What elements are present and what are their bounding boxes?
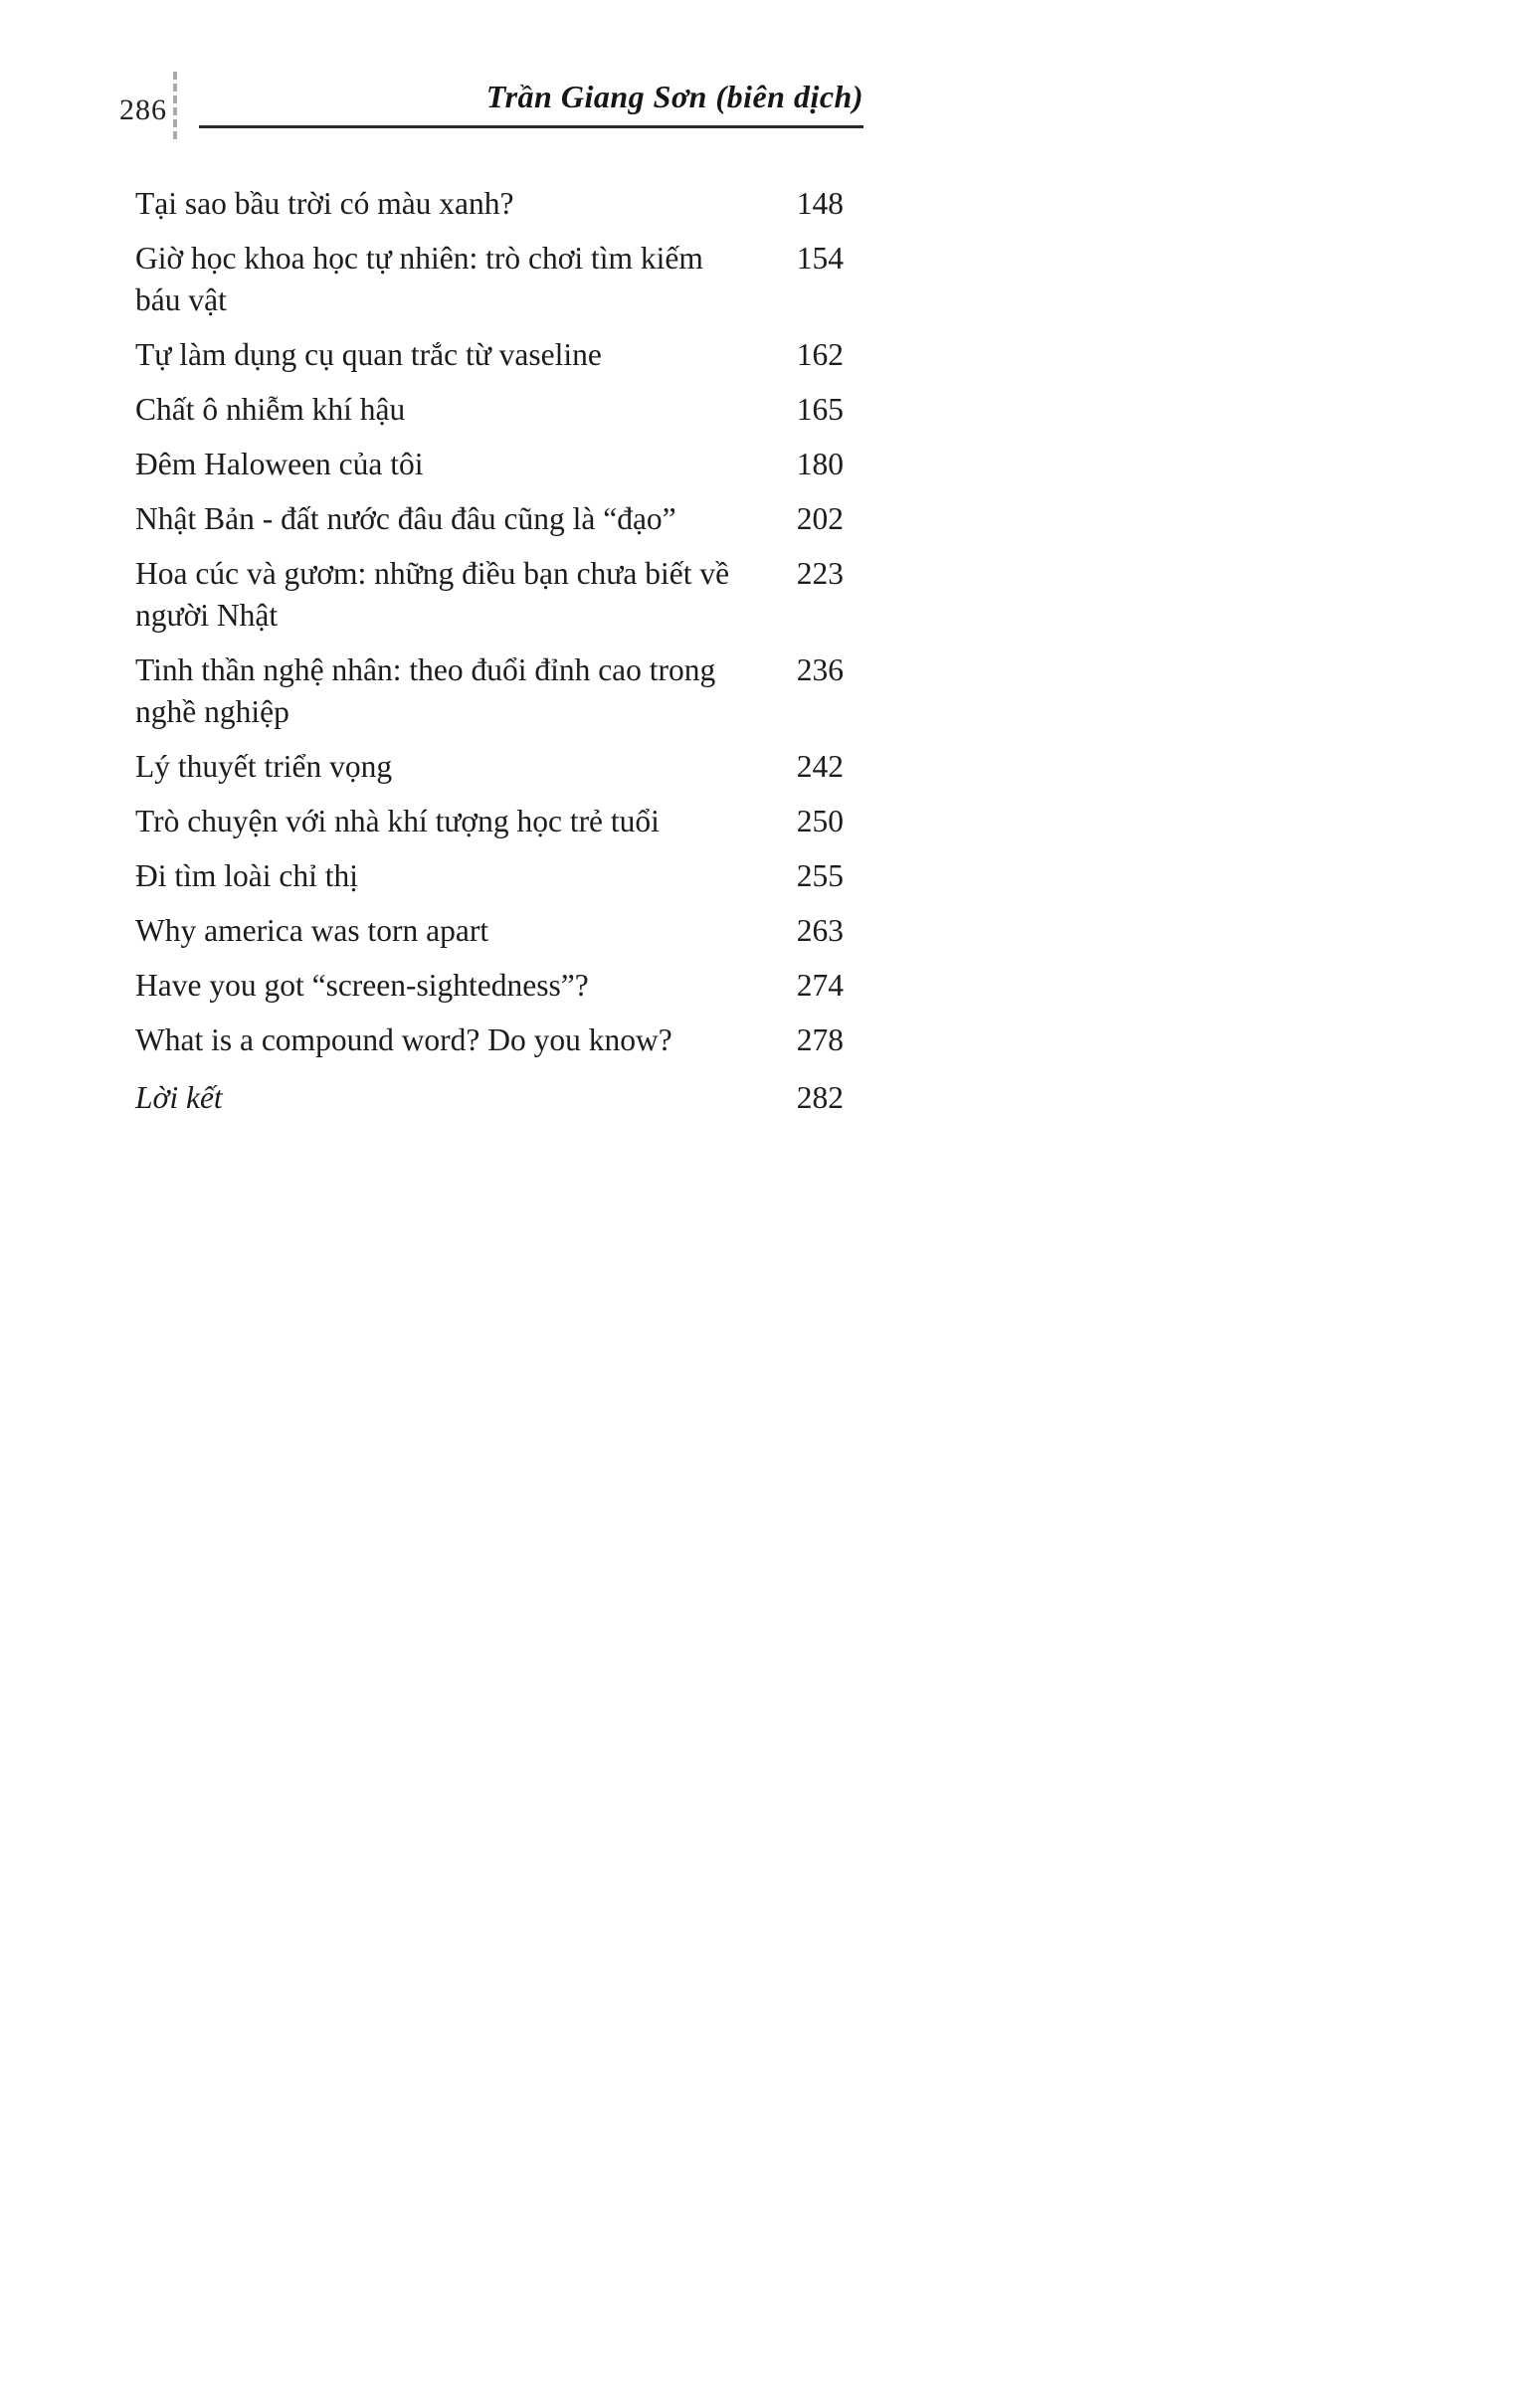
toc-entry-page: 165 [796,392,844,427]
toc-row [135,389,844,431]
toc-entry-page: 242 [796,749,844,784]
toc-entry-page: 282 [796,1080,844,1115]
toc-row [135,444,844,485]
toc-row [135,1019,844,1061]
toc-entry-page: 263 [796,913,844,948]
toc-entry-title: Hoa cúc và gươm: những điều bạn chưa biết về người Nhật [135,556,730,633]
toc-entry-page: 180 [796,447,844,481]
toc-row [135,855,844,897]
toc-entry-title: Tại sao bầu trời có màu xanh? [135,186,514,221]
toc-entry-title: Have you got “screen-sightedness”? [135,968,589,1003]
toc-entry-title: Nhật Bản - đất nước đâu đâu cũng là “đạo” [135,501,676,536]
toc-entry-title: Đêm Haloween của tôi [135,447,424,481]
toc-row [135,334,844,376]
toc-row [135,553,844,637]
page-number: 286 [119,93,167,126]
running-title: Trần Giang Sơn (biên dịch) [485,79,863,114]
toc-row [135,746,844,788]
toc-entry-page: 255 [796,858,844,893]
toc-entry-title: Giờ học khoa học tự nhiên: trò chơi tìm kiếm báu vật [135,241,703,317]
toc-entry-title: Lý thuyết triển vọng [135,749,393,784]
toc-entry-title: Trò chuyện với nhà khí tượng học trẻ tuổi [135,804,660,838]
toc-entry-page: 274 [796,968,844,1003]
toc-entry-title: What is a compound word? Do you know? [135,1022,672,1057]
toc-row [135,910,844,952]
toc-entry-page: 223 [796,556,844,591]
toc-entry-page: 278 [796,1022,844,1057]
toc-entry-title: Tự làm dụng cụ quan trắc từ vaseline [135,337,602,372]
toc-entry-title: Đi tìm loài chỉ thị [135,858,358,893]
toc-entry-page: 236 [796,652,844,687]
toc-row [135,183,844,225]
header-divider-dashed [173,72,177,139]
toc-entry-title: Chất ô nhiễm khí hậu [135,392,406,427]
toc-row [135,649,844,733]
toc-entry-page: 202 [796,501,844,536]
toc-entry-page: 250 [796,804,844,838]
toc-entry-page: 154 [796,241,844,276]
toc-row [135,498,844,540]
header-rule [199,125,863,128]
toc-list [135,183,844,1132]
toc-entry-page: 148 [796,186,844,221]
toc-row [135,801,844,842]
toc-row [135,965,844,1007]
toc-entry-title: Lời kết [135,1080,223,1115]
toc-row [135,238,844,321]
toc-row [135,1077,844,1119]
toc-entry-title: Tinh thần nghệ nhân: theo đuổi đỉnh cao trong nghề nghiệp [135,652,716,729]
toc-entry-page: 162 [796,337,844,372]
toc-entry-title: Why america was torn apart [135,913,489,948]
